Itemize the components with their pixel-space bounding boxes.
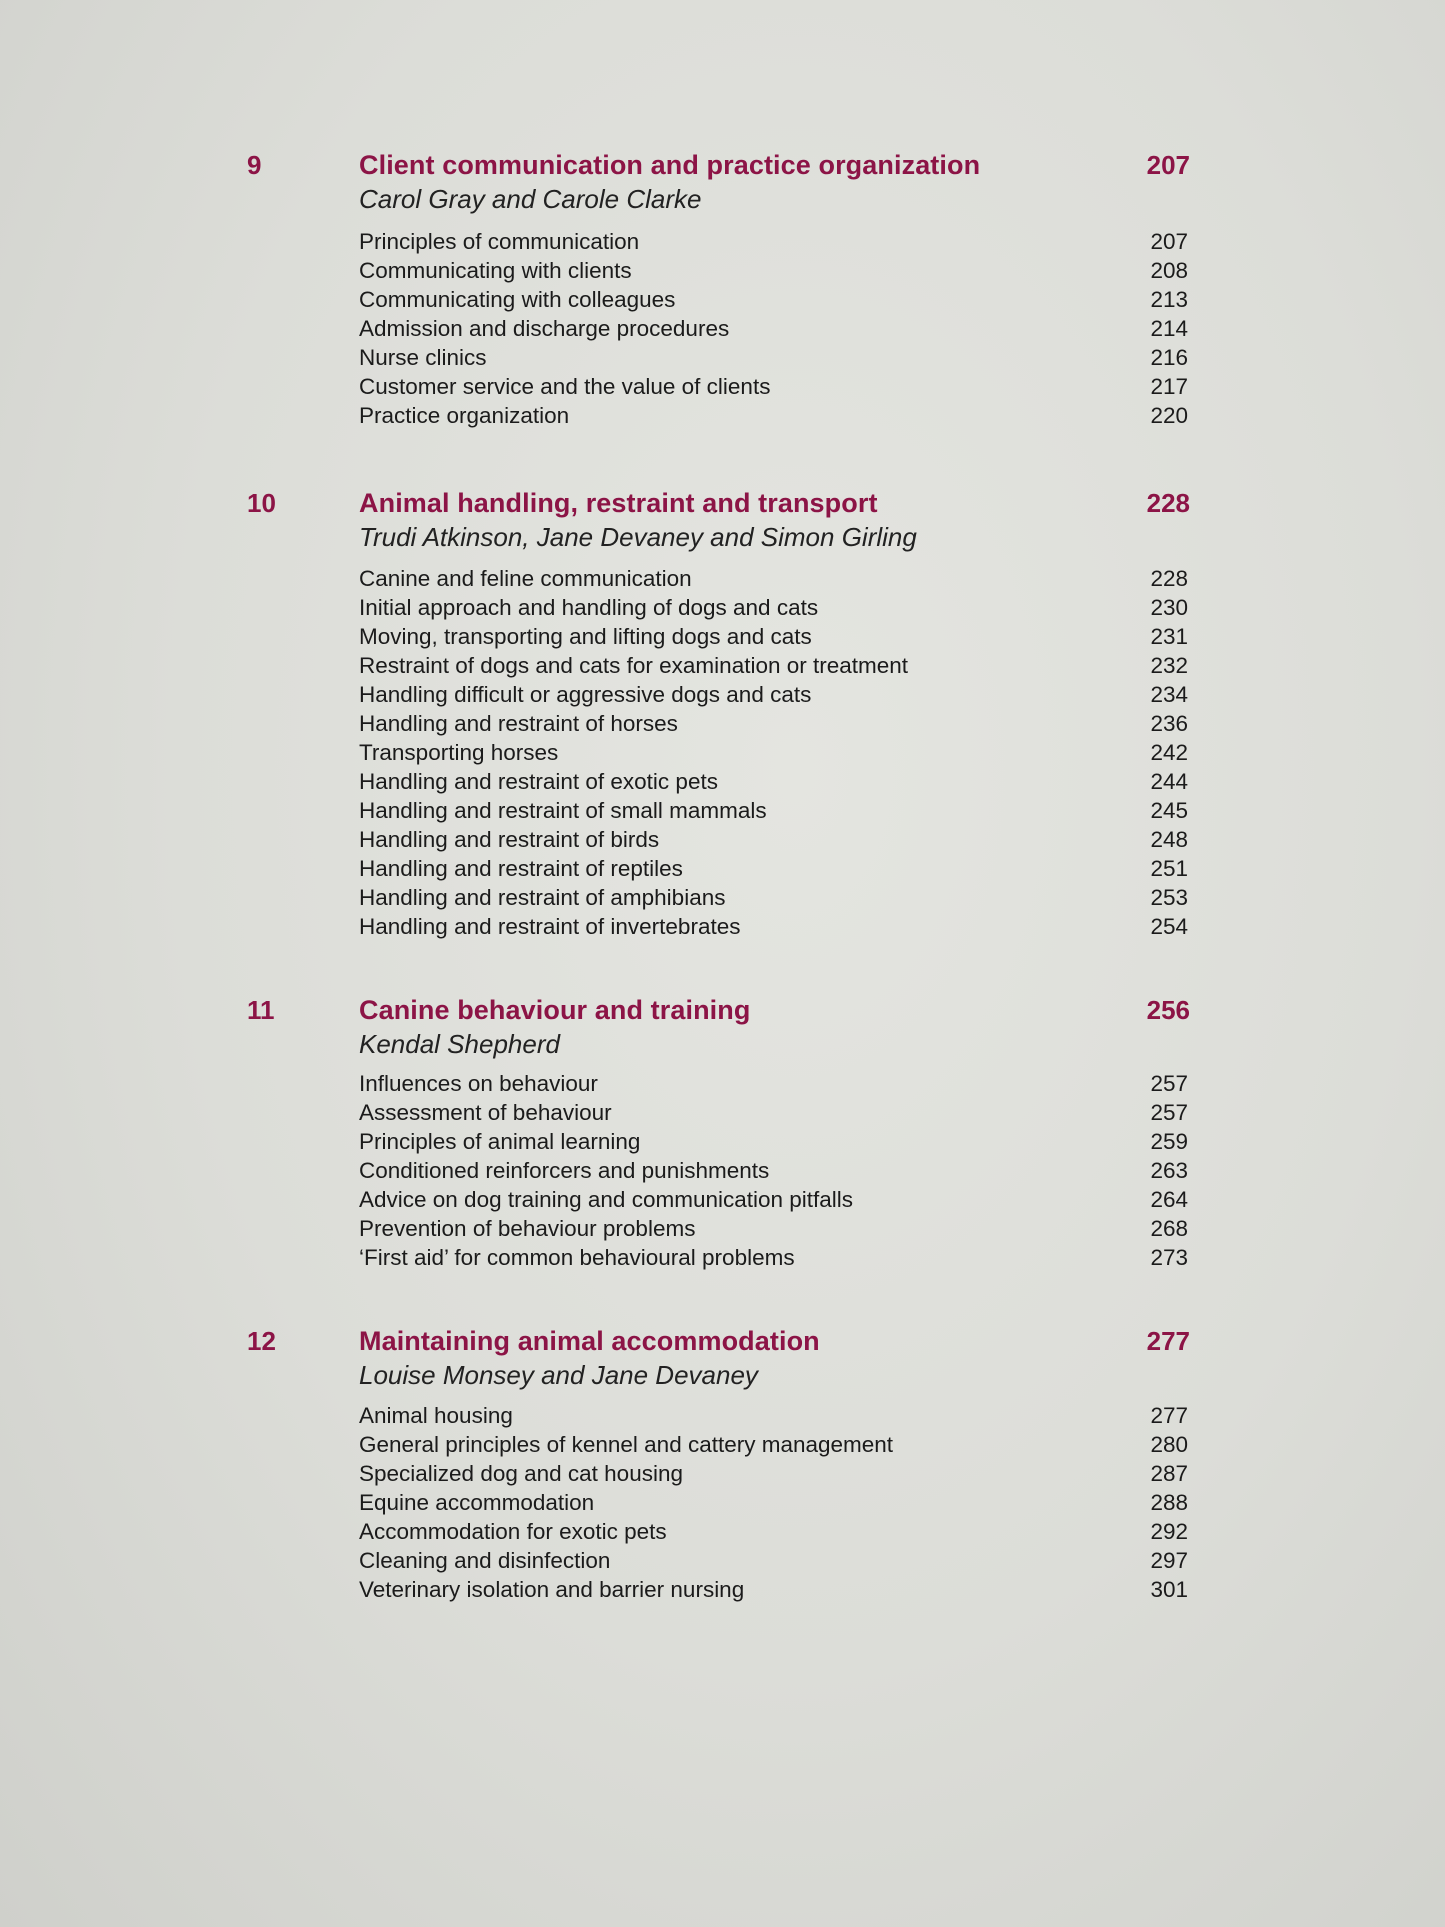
section-list <box>359 227 1188 430</box>
section-page: 232 <box>1150 653 1188 678</box>
section-page: 253 <box>1150 885 1188 910</box>
chapter-number: 12 <box>247 1326 276 1356</box>
section-entry[interactable] <box>359 593 1188 622</box>
section-title: Communicating with clients <box>359 258 632 283</box>
section-list <box>359 564 1188 941</box>
section-page: 248 <box>1150 827 1188 852</box>
section-title: Admission and discharge procedures <box>359 316 730 341</box>
chapter-number: 10 <box>247 488 276 518</box>
chapter-title[interactable]: Canine behaviour and training <box>359 995 751 1025</box>
section-entry[interactable] <box>359 1575 1188 1604</box>
section-title: Accommodation for exotic pets <box>359 1519 667 1544</box>
section-page: 228 <box>1150 566 1188 591</box>
section-page: 216 <box>1150 345 1188 370</box>
section-entry[interactable] <box>359 1156 1188 1185</box>
section-page: 268 <box>1150 1216 1188 1241</box>
section-title: Principles of communication <box>359 229 640 254</box>
chapter-authors: Trudi Atkinson, Jane Devaney and Simon Girling <box>359 522 917 552</box>
section-title: ‘First aid’ for common behavioural problems <box>359 1245 795 1270</box>
section-page: 273 <box>1150 1245 1188 1270</box>
section-title: Initial approach and handling of dogs and cats <box>359 595 819 620</box>
section-title: Customer service and the value of clients <box>359 374 771 399</box>
section-title: Conditioned reinforcers and punishments <box>359 1158 770 1183</box>
section-title: Specialized dog and cat housing <box>359 1461 683 1486</box>
section-page: 257 <box>1150 1071 1188 1096</box>
chapter-authors: Kendal Shepherd <box>359 1029 560 1059</box>
chapter-header <box>0 995 1445 1029</box>
section-title: Principles of animal learning <box>359 1129 641 1154</box>
section-title: Canine and feline communication <box>359 566 692 591</box>
section-title: Handling and restraint of amphibians <box>359 885 726 910</box>
section-page: 287 <box>1150 1461 1188 1486</box>
section-entry[interactable] <box>359 1185 1188 1214</box>
section-page: 244 <box>1150 769 1188 794</box>
section-title: Cleaning and disinfection <box>359 1548 611 1573</box>
section-title: Assessment of behaviour <box>359 1100 612 1125</box>
section-title: Handling and restraint of birds <box>359 827 660 852</box>
section-entry[interactable] <box>359 343 1188 372</box>
section-title: Communicating with colleagues <box>359 287 676 312</box>
section-list <box>359 1069 1188 1272</box>
section-title: Advice on dog training and communication pitfalls <box>359 1187 854 1212</box>
chapter-authors: Carol Gray and Carole Clarke <box>359 184 702 214</box>
section-title: Nurse clinics <box>359 345 487 370</box>
section-page: 213 <box>1150 287 1188 312</box>
section-entry[interactable] <box>359 854 1188 883</box>
section-title: Handling difficult or aggressive dogs and cats <box>359 682 812 707</box>
section-entry[interactable] <box>359 564 1188 593</box>
section-entry[interactable] <box>359 372 1188 401</box>
section-list <box>359 1401 1188 1604</box>
section-title: Veterinary isolation and barrier nursing <box>359 1577 745 1602</box>
section-entry[interactable] <box>359 1517 1188 1546</box>
section-entry[interactable] <box>359 227 1188 256</box>
chapter-number: 9 <box>247 150 262 180</box>
section-title: Moving, transporting and lifting dogs and cats <box>359 624 812 649</box>
section-entry[interactable] <box>359 1459 1188 1488</box>
section-entry[interactable] <box>359 738 1188 767</box>
section-title: Transporting horses <box>359 740 559 765</box>
section-page: 207 <box>1150 229 1188 254</box>
chapter-header <box>0 1326 1445 1360</box>
section-page: 236 <box>1150 711 1188 736</box>
section-entry[interactable] <box>359 285 1188 314</box>
section-entry[interactable] <box>359 1069 1188 1098</box>
chapter-page: 277 <box>1146 1326 1190 1356</box>
section-page: 217 <box>1150 374 1188 399</box>
chapter-title[interactable]: Maintaining animal accommodation <box>359 1326 820 1356</box>
section-page: 301 <box>1150 1577 1188 1602</box>
section-page: 288 <box>1150 1490 1188 1515</box>
chapter-header <box>0 488 1445 522</box>
section-page: 297 <box>1150 1548 1188 1573</box>
chapter-page: 256 <box>1146 995 1190 1025</box>
section-entry[interactable] <box>359 1430 1188 1459</box>
section-entry[interactable] <box>359 622 1188 651</box>
chapter-title[interactable]: Animal handling, restraint and transport <box>359 488 878 518</box>
section-page: 214 <box>1150 316 1188 341</box>
section-page: 280 <box>1150 1432 1188 1457</box>
section-page: 254 <box>1150 914 1188 939</box>
section-entry[interactable] <box>359 256 1188 285</box>
section-page: 259 <box>1150 1129 1188 1154</box>
chapter-page: 228 <box>1146 488 1190 518</box>
section-title: Influences on behaviour <box>359 1071 598 1096</box>
section-title: Handling and restraint of small mammals <box>359 798 767 823</box>
section-entry[interactable] <box>359 1127 1188 1156</box>
section-page: 251 <box>1150 856 1188 881</box>
section-title: Animal housing <box>359 1403 513 1428</box>
chapter-12 <box>0 1326 1445 1602</box>
section-title: Practice organization <box>359 403 570 428</box>
section-title: Prevention of behaviour problems <box>359 1216 696 1241</box>
section-title: General principles of kennel and cattery management <box>359 1432 894 1457</box>
section-entry[interactable] <box>359 912 1188 941</box>
section-page: 230 <box>1150 595 1188 620</box>
section-page: 292 <box>1150 1519 1188 1544</box>
section-title: Handling and restraint of horses <box>359 711 678 736</box>
section-entry[interactable] <box>359 1243 1188 1272</box>
section-entry[interactable] <box>359 651 1188 680</box>
section-page: 242 <box>1150 740 1188 765</box>
section-entry[interactable] <box>359 680 1188 709</box>
section-page: 245 <box>1150 798 1188 823</box>
chapter-title[interactable]: Client communication and practice organization <box>359 150 981 180</box>
section-page: 264 <box>1150 1187 1188 1212</box>
section-entry[interactable] <box>359 314 1188 343</box>
section-page: 231 <box>1150 624 1188 649</box>
chapter-number: 11 <box>247 995 275 1025</box>
section-page: 220 <box>1150 403 1188 428</box>
chapter-9 <box>0 150 1445 428</box>
section-title: Equine accommodation <box>359 1490 595 1515</box>
section-entry[interactable] <box>359 796 1188 825</box>
chapter-header <box>0 150 1445 184</box>
section-title: Handling and restraint of exotic pets <box>359 769 718 794</box>
chapter-11 <box>0 995 1445 1270</box>
section-entry[interactable] <box>359 1546 1188 1575</box>
section-page: 257 <box>1150 1100 1188 1125</box>
section-entry[interactable] <box>359 883 1188 912</box>
chapter-10 <box>0 488 1445 939</box>
section-title: Restraint of dogs and cats for examination or treatment <box>359 653 909 678</box>
section-entry[interactable] <box>359 1214 1188 1243</box>
section-page: 277 <box>1150 1403 1188 1428</box>
chapter-page: 207 <box>1146 150 1190 180</box>
section-entry[interactable] <box>359 1488 1188 1517</box>
chapter-authors: Louise Monsey and Jane Devaney <box>359 1360 758 1390</box>
section-title: Handling and restraint of invertebrates <box>359 914 741 939</box>
section-entry[interactable] <box>359 401 1188 430</box>
section-entry[interactable] <box>359 709 1188 738</box>
section-page: 263 <box>1150 1158 1188 1183</box>
section-entry[interactable] <box>359 825 1188 854</box>
section-entry[interactable] <box>359 1098 1188 1127</box>
section-title: Handling and restraint of reptiles <box>359 856 683 881</box>
section-entry[interactable] <box>359 1401 1188 1430</box>
section-page: 208 <box>1150 258 1188 283</box>
section-page: 234 <box>1150 682 1188 707</box>
section-entry[interactable] <box>359 767 1188 796</box>
